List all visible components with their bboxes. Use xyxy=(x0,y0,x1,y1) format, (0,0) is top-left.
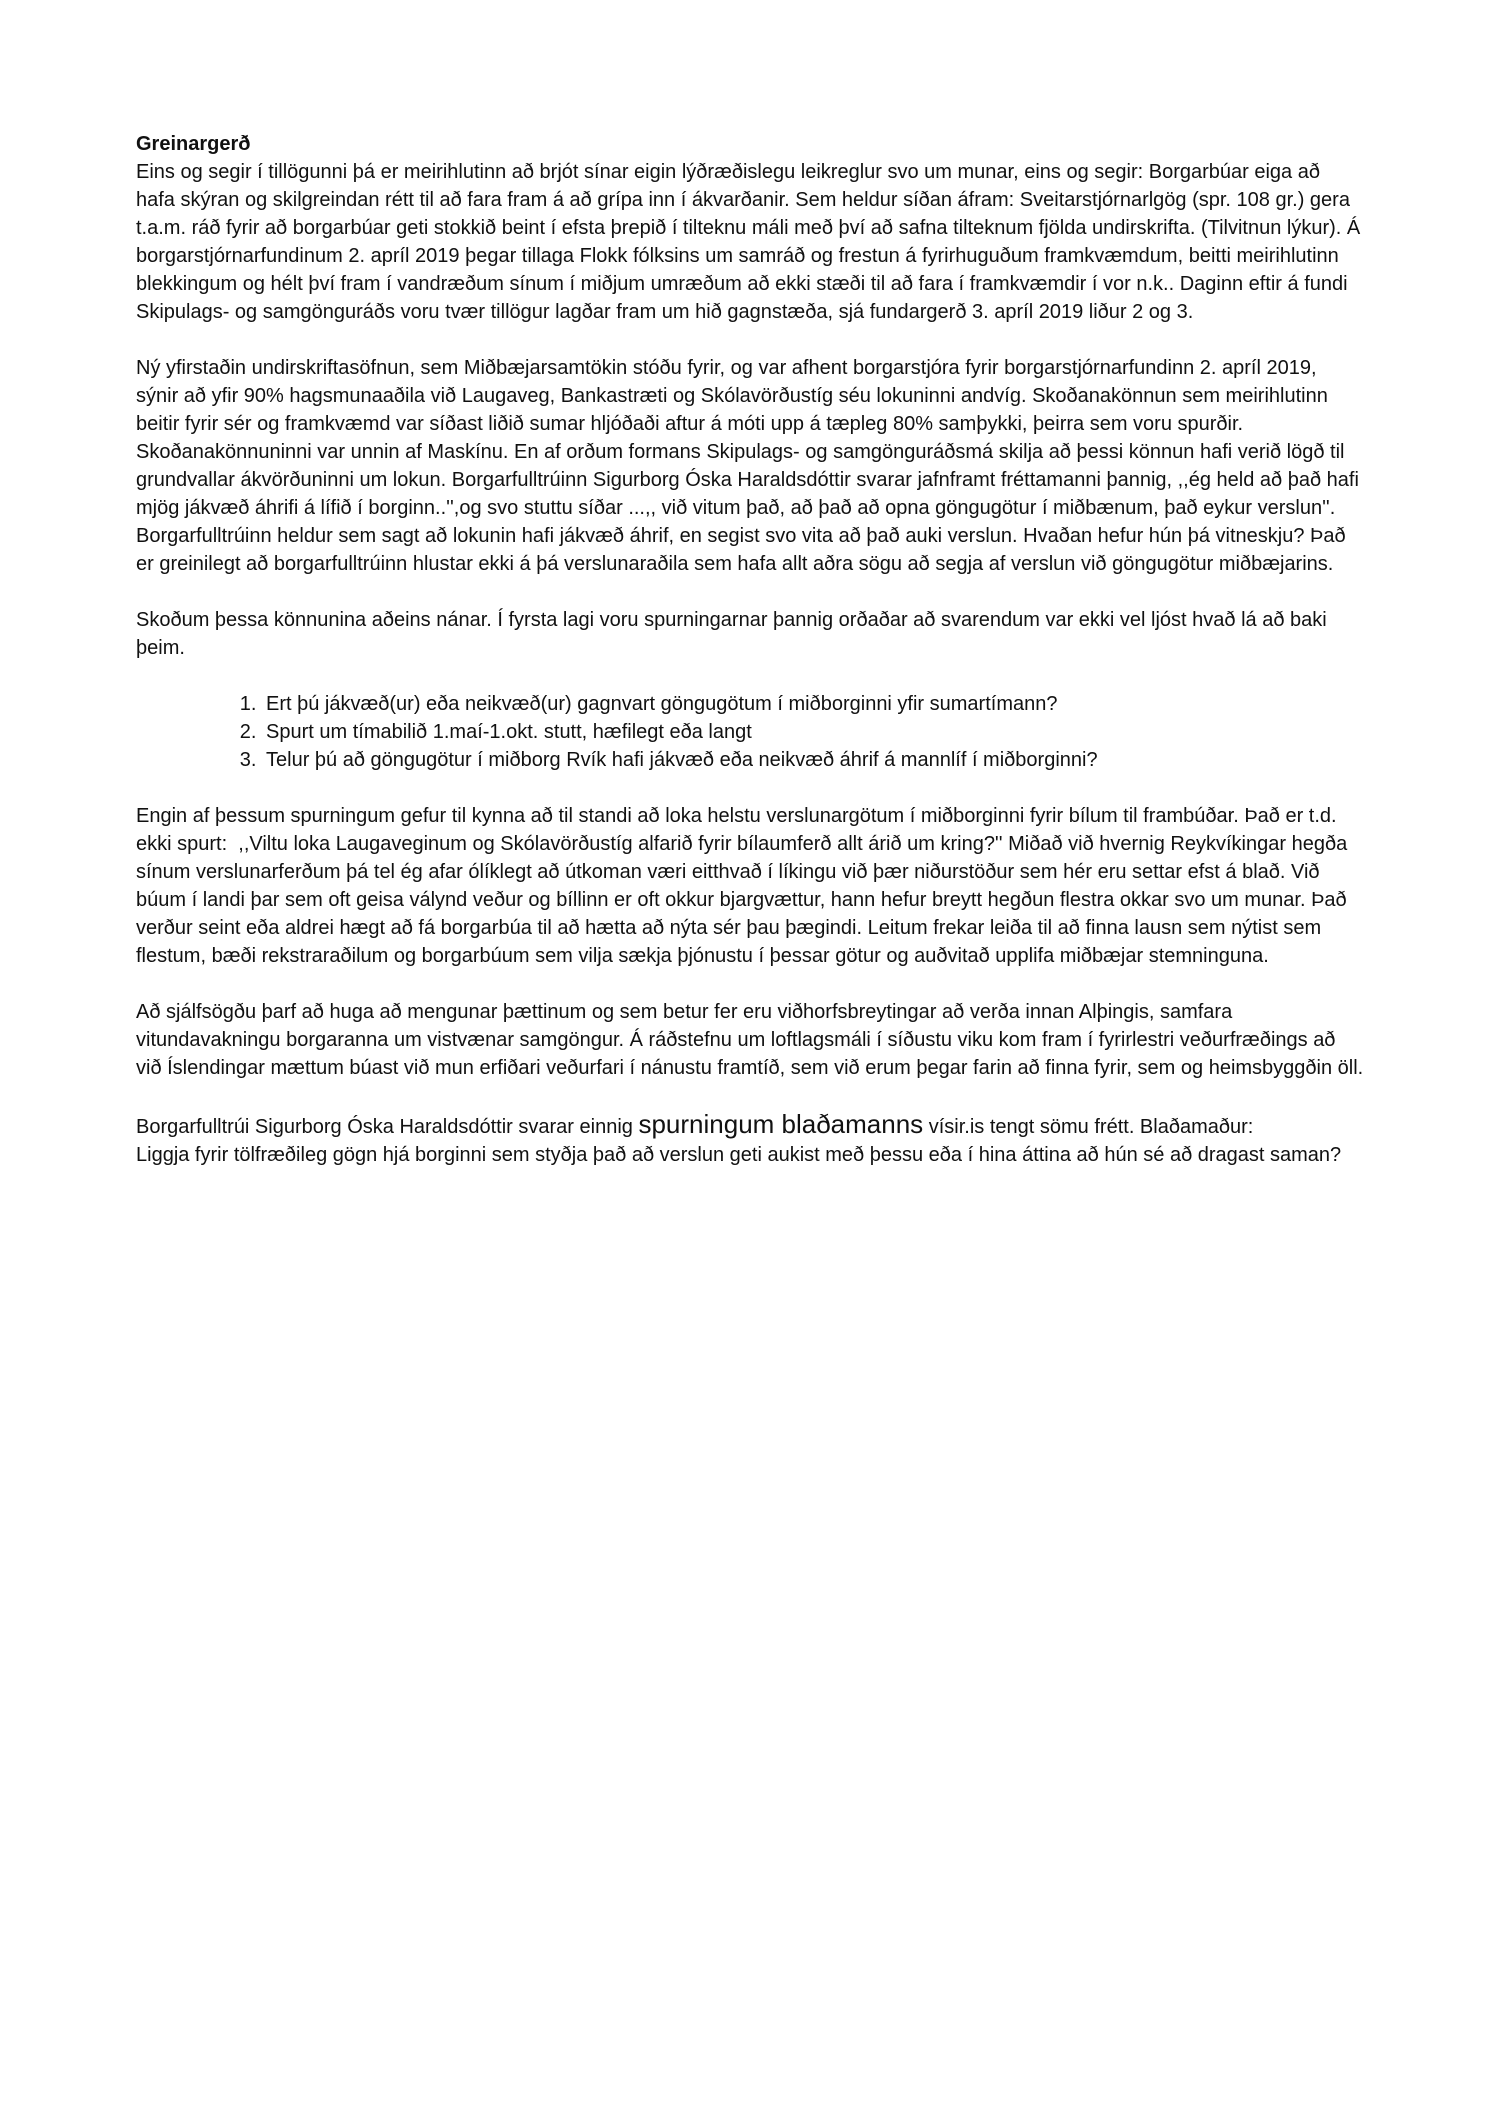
survey-question-2: 2. Spurt um tímabilið 1.maí-1.okt. stutt, hæfilegt eða langt xyxy=(262,718,1364,746)
paragraph-closing xyxy=(136,1110,1364,1169)
paragraph-petition: Ný yfirstaðin undirskriftasöfnun, sem Miðbæjarsamtökin stóðu fyrir, og var afhent borgarstjóra fyrir borgarstjórnarfundinn 2. apríl 2019, sýnir að yfir 90% hagsmunaaðila við Laugaveg, Bankastræti og Skólavörðustíg séu lokuninni andvíg. Skoðanakönnun sem meirihlutinn beitir fyrir sér og framkvæmd var síðast liðið sumar hljóðaði aftur á móti upp á tæpleg 80% samþykki, þeirra sem voru spurðir. Skoðanakönnuninni var unnin af Maskínu. En af orðum formans Skipulags- og samgönguráðsmá skilja að þessi könnun hafi verið lögð til grundvallar ákvörðuninni um lokun. Borgarfulltrúinn Sigurborg Óska Haraldsdóttir svarar jafnframt fréttamanni þannig, ,,ég held að það hafi mjög jákvæð áhrifi á lífið í borginn..'',og svo stuttu síðar ...,, við vitum það, að það að opna göngugötur í miðbænum, það eykur verslun''. Borgarfulltrúinn heldur sem sagt að lokunin hafi jákvæð áhrif, en segist svo vita að það auki verslun. Hvaðan hefur hún þá vitneskju? Það er greinilegt að borgarfulltrúinn hlustar ekki á þá verslunaraðila sem hafa allt aðra sögu að segja af verslun við göngugötur miðbæjarins. xyxy=(136,357,1365,575)
survey-question-list xyxy=(136,690,1364,774)
closing-text-before: Borgarfulltrúi Sigurborg Óska Haraldsdóttir svarar einnig xyxy=(136,1116,639,1138)
paragraph-argument: Engin af þessum spurningum gefur til kynna að til standi að loka helstu verslunargötum í miðborginni fyrir bílum til frambúðar. Það er t.d. ekki spurt: ,,Viltu loka Laugaveginum og Skólavörðustíg alfarið fyrir bílaumferð allt árið um kring?'' Miðað við hvernig Reykvíkingar hegða sínum verslunarferðum þá tel ég afar ólíklegt að útkoman væri eitthvað í líkingu við þær niðurstöður sem hér eru settar efst á blað. Við búum í landi þar sem oft geisa válynd veður og bíllinn er oft okkur bjargvættur, hann hefur breytt hegðun flestra okkar svo um munar. Það verður seint eða aldrei hægt að fá borgarbúa til að hætta að nýta sér þau þægindi. Leitum frekar leiða til að finna lausn sem nýtist sem flestum, bæði rekstraraðilum og borgarbúum sem vilja sækja þjónustu í þessar götur og auðvitað upplifa miðbæjar stemninguna. xyxy=(136,805,1353,967)
closing-text-after: vísir.is tengt sömu frétt. Blaðamaður: xyxy=(923,1116,1254,1138)
paragraph-environment: Að sjálfsögðu þarf að huga að mengunar þættinum og sem betur fer eru viðhorfsbreytingar að verða innan Alþingis, samfara vitundavakningu borgaranna um vistvænar samgöngur. Á ráðstefnu um loftlagsmáli í síðustu viku kom fram í fyrirlestri veðurfræðings að við Íslendingar mættum búast við mun erfiðari veðurfari í nánustu framtíð, sem við erum þegar farin að finna fyrir, sem og heimsbyggðin öll. xyxy=(136,1001,1364,1079)
survey-question-3: 3. Telur þú að göngugötur í miðborg Rvík hafi jákvæð eða neikvæð áhrif á mannlíf í miðborginni? xyxy=(262,746,1364,774)
paragraph-intro: Eins og segir í tillögunni þá er meirihlutinn að brjót sínar eigin lýðræðislegu leikreglur svo um munar, eins og segir: Borgarbúar eiga að hafa skýran og skilgreindan rétt til að fara fram á að grípa inn í ákvarðanir. Sem heldur síðan áfram: Sveitarstjórnarlgög (spr. 108 gr.) gera t.a.m. ráð fyrir að borgarbúar geti stokkið beint í efsta þrepið í tilteknu máli með því að safna tilteknum fjölda undirskrifta. (Tilvitnun lýkur). Á borgarstjórnarfundinum 2. apríl 2019 þegar tillaga Flokk fólksins um samráð og frestun á fyrirhuguðum framkvæmdum, beitti meirihlutinn blekkingum og hélt því fram í vandræðum sínum í miðjum umræðum að ekki stæði til að fara í framkvæmdir í vor n.k.. Daginn eftir á fundi Skipulags- og samgönguráðs voru tvær tillögur lagðar fram um hið gagnstæða, sjá fundargerð 3. apríl 2019 liður 2 og 3. xyxy=(136,161,1366,323)
closing-text-large: spurningum blaðamanns xyxy=(638,1109,924,1139)
paragraph-survey-intro: Skoðum þessa könnunina aðeins nánar. Í fyrsta lagi voru spurningarnar þannig orðaðar að svarendum var ekki vel ljóst hvað lá að baki þeim. xyxy=(136,609,1333,659)
survey-question-1: 1. Ert þú jákvæð(ur) eða neikvæð(ur) gagnvart göngugötum í miðborginni yfir sumartímann? xyxy=(262,690,1364,718)
closing-question-line: Liggja fyrir tölfræðileg gögn hjá borginni sem styðja það að verslun geti aukist með þessu eða í hina áttina að hún sé að dragast saman? xyxy=(136,1144,1342,1166)
document-heading: Greinargerð xyxy=(136,133,251,155)
